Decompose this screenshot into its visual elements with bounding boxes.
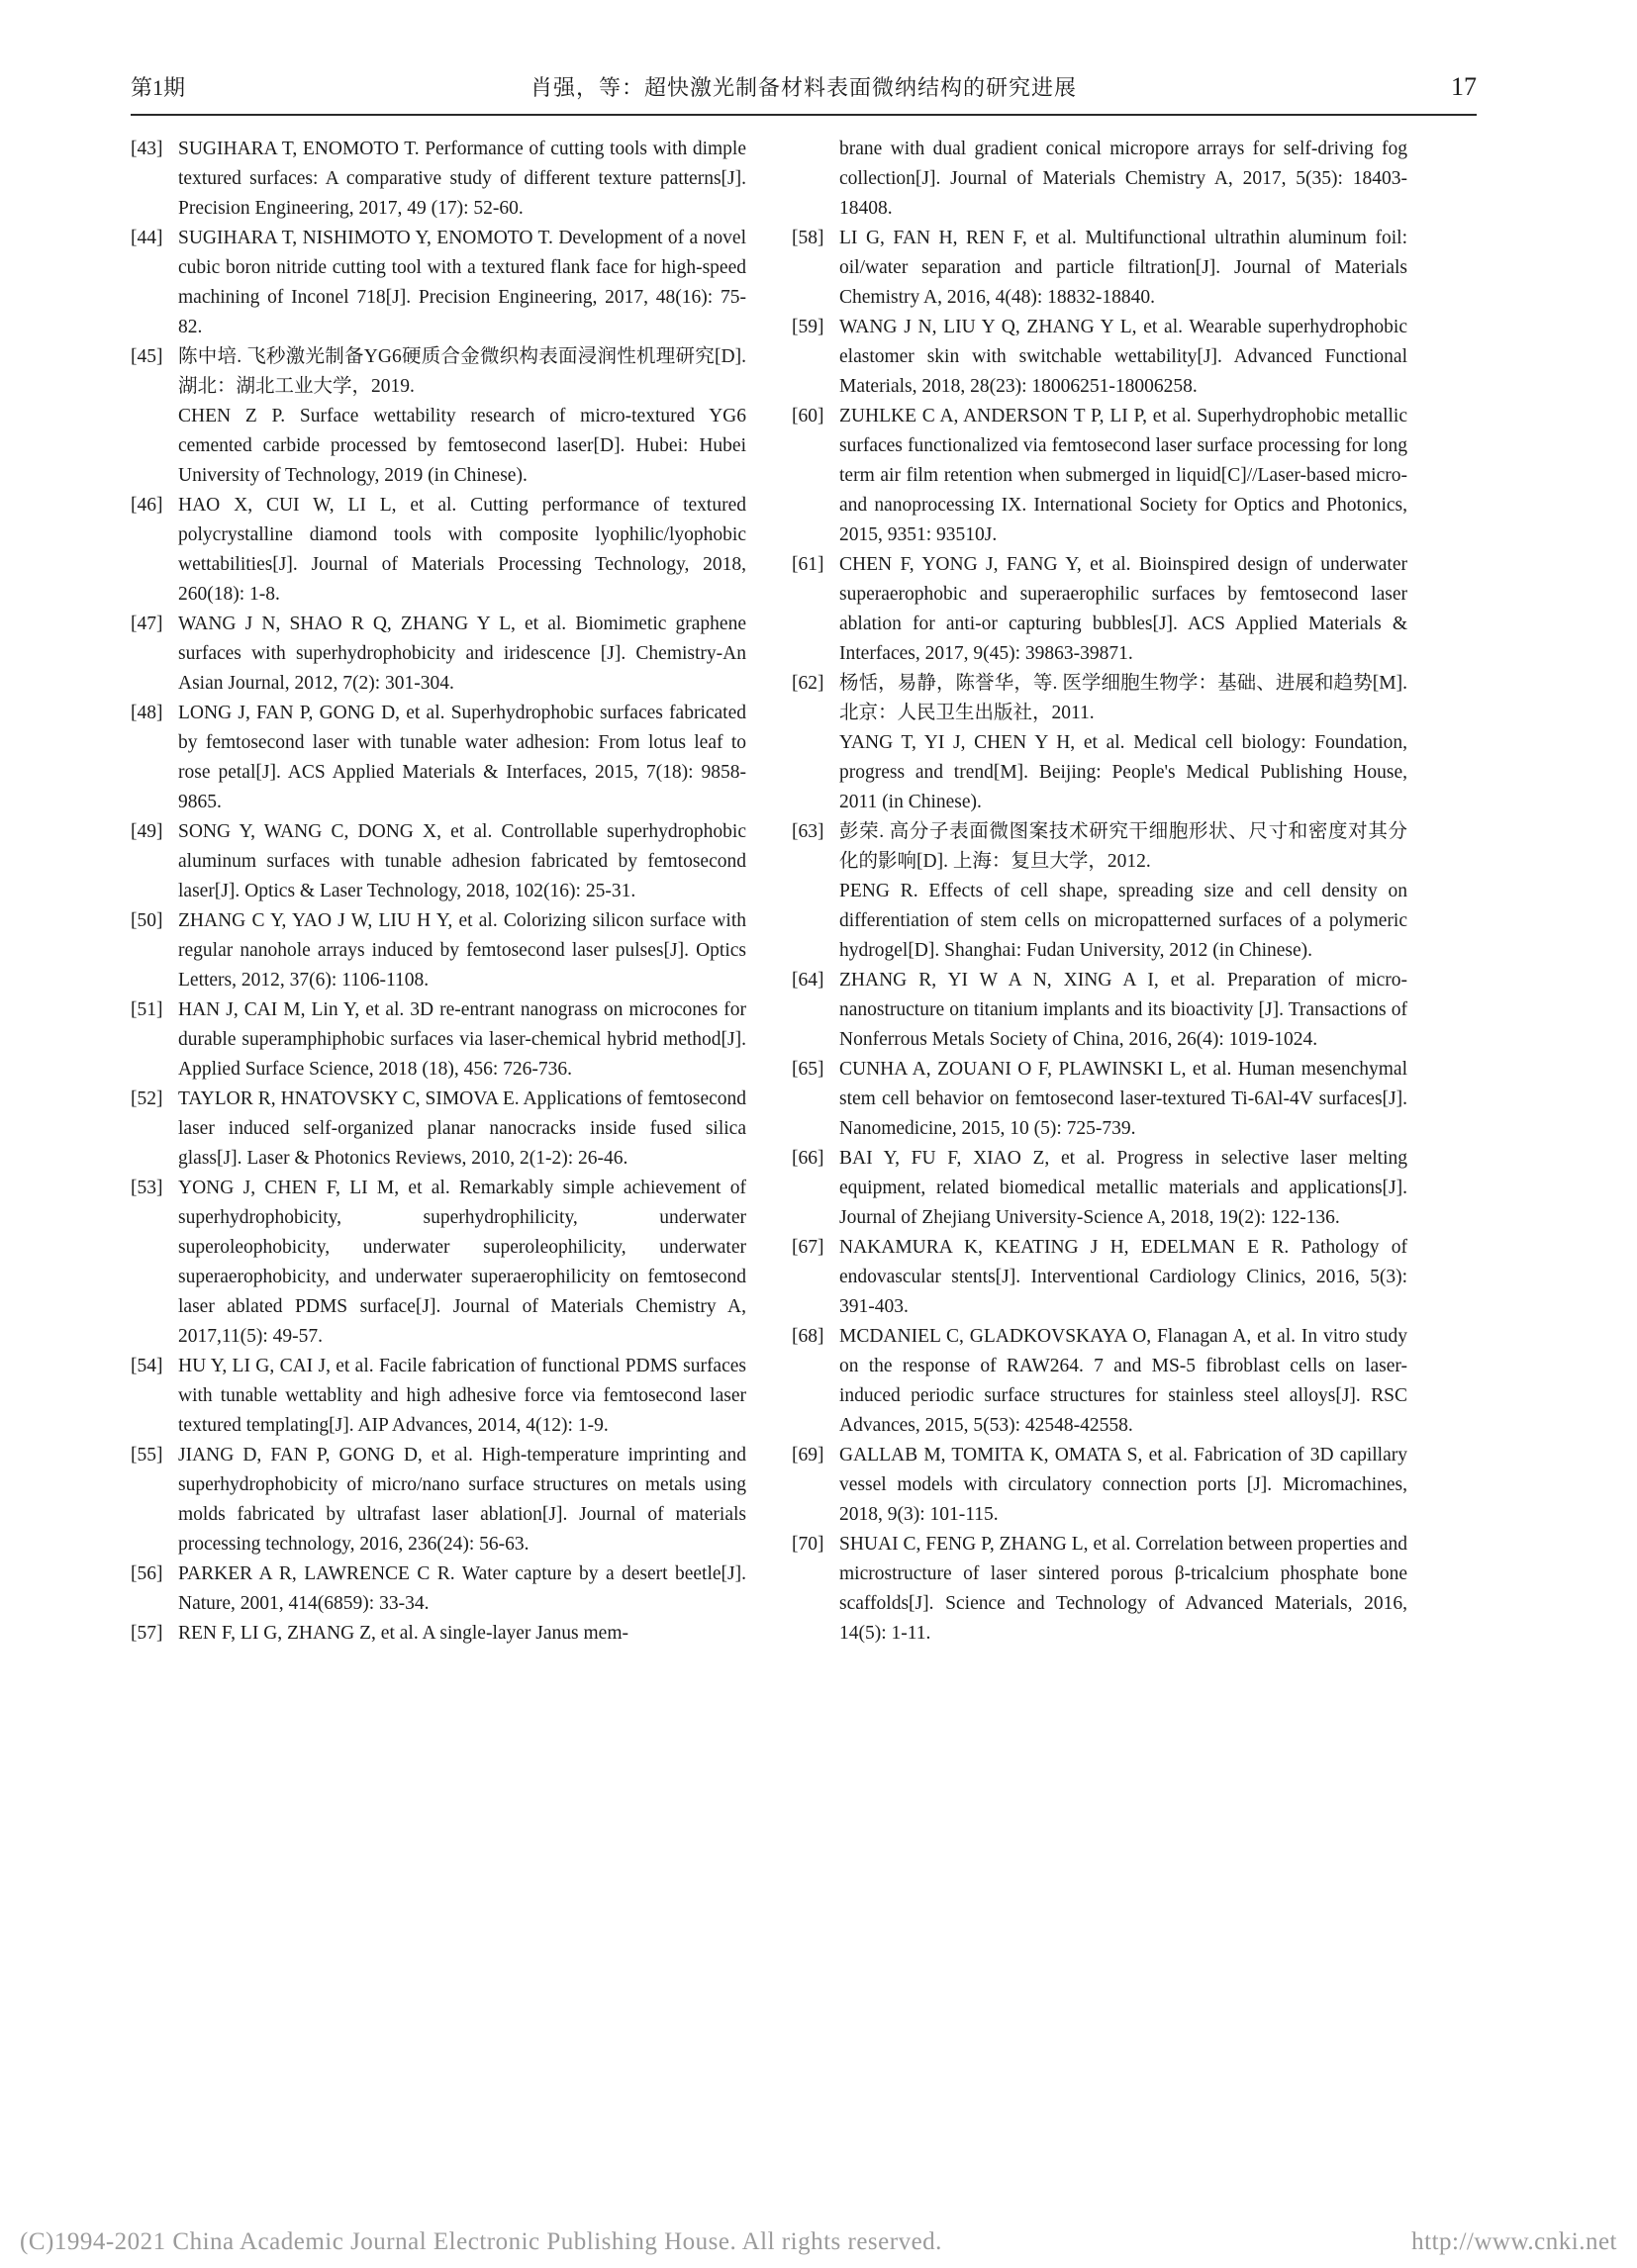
reference-number: [70] bbox=[792, 1534, 824, 1555]
reference-number: [49] bbox=[131, 821, 163, 842]
reference-text: REN F, LI G, ZHANG Z, et al. A single-layer Janus mem- bbox=[178, 1623, 628, 1644]
reference-text: LONG J, FAN P, GONG D, et al. Superhydrophobic surfaces fabricated by femtosecond laser with tunable water adhesion: From lotus leaf to rose petal[J]. ACS Applied Materials & Interfaces, 2015, 7(18): 9858-9865. bbox=[178, 703, 746, 812]
reference-number: [61] bbox=[792, 554, 824, 575]
reference-item bbox=[131, 1085, 746, 1174]
reference-item bbox=[131, 906, 746, 995]
reference-item bbox=[131, 1619, 746, 1649]
reference-item bbox=[792, 669, 1407, 817]
reference-number: [65] bbox=[792, 1059, 824, 1080]
reference-item bbox=[792, 1322, 1407, 1441]
reference-number: [67] bbox=[792, 1237, 824, 1258]
reference-number: [66] bbox=[792, 1148, 824, 1169]
reference-text: SUGIHARA T, ENOMOTO T. Performance of cutting tools with dimple textured surfaces: A comparative study of different texture patterns[J]. Precision Engineering, 2017, 49 (17): 52-60. bbox=[178, 139, 746, 219]
reference-number: [54] bbox=[131, 1356, 163, 1376]
reference-number: [56] bbox=[131, 1563, 163, 1584]
reference-item bbox=[131, 1441, 746, 1559]
reference-item bbox=[131, 1559, 746, 1619]
reference-item bbox=[792, 550, 1407, 669]
reference-text: SHUAI C, FENG P, ZHANG L, et al. Correlation between properties and microstructure of laser sintered porous β-tricalcium phosphate bone scaffolds[J]. Science and Technology of Advanced Materials, 2016, 14(5): 1-11. bbox=[839, 1534, 1407, 1644]
page-header bbox=[131, 71, 1477, 116]
reference-text: 杨恬，易静，陈誉华，等. 医学细胞生物学：基础、进展和趋势[M]. 北京：人民卫生出版社，2011. bbox=[839, 673, 1407, 723]
reference-text: 陈中培. 飞秒激光制备YG6硬质合金微织构表面浸润性机理研究[D]. 湖北：湖北工业大学，2019. bbox=[178, 346, 746, 397]
publisher-url: http://www.cnki.net bbox=[1411, 2228, 1617, 2255]
reference-number: [50] bbox=[131, 910, 163, 931]
reference-item bbox=[131, 135, 746, 224]
page-number: 17 bbox=[1451, 72, 1477, 101]
reference-text: ZHANG C Y, YAO J W, LIU H Y, et al. Colorizing silicon surface with regular nanohole arrays induced by femtosecond laser pulses[J]. Optics Letters, 2012, 37(6): 1106-1108. bbox=[178, 910, 746, 991]
reference-item bbox=[792, 135, 1407, 224]
reference-number: [53] bbox=[131, 1178, 163, 1198]
reference-number: [47] bbox=[131, 614, 163, 634]
reference-text: MCDANIEL C, GLADKOVSKAYA O, Flanagan A, et al. In vitro study on the response of RAW264. 7 and MS-5 fibroblast cells on laser-induced periodic surface structures for stainless steel alloys[J]. RSC Advances, 2015, 5(53): 42548-42558. bbox=[839, 1326, 1407, 1436]
reference-item bbox=[131, 817, 746, 906]
reference-number: [68] bbox=[792, 1326, 824, 1347]
reference-text: GALLAB M, TOMITA K, OMATA S, et al. Fabrication of 3D capillary vessel models with circulatory connection ports [J]. Micromachines, 2018, 9(3): 101-115. bbox=[839, 1445, 1407, 1525]
reference-item bbox=[792, 1144, 1407, 1233]
reference-text: NAKAMURA K, KEATING J H, EDELMAN E R. Pathology of endovascular stents[J]. Interventional Cardiology Clinics, 2016, 5(3): 391-403. bbox=[839, 1237, 1407, 1317]
reference-text: WANG J N, SHAO R Q, ZHANG Y L, et al. Biomimetic graphene surfaces with superhydrophobicity and iridescence [J]. Chemistry-An Asian Journal, 2012, 7(2): 301-304. bbox=[178, 614, 746, 694]
reference-text: CHEN Z P. Surface wettability research of micro-textured YG6 cemented carbide processed by femtosecond laser[D]. Hubei: Hubei University of Technology, 2019 (in Chinese). bbox=[178, 406, 746, 486]
reference-item bbox=[131, 1174, 746, 1352]
reference-text: YONG J, CHEN F, LI M, et al. Remarkably simple achievement of superhydrophobicity, superhydrophilicity, underwater superoleophobicity, underwater superoleophilicity, underwater superaerophobicity, and underwater superaerophilicity on femtosecond laser ablated PDMS surface[J]. Journal of Materials Chemistry A, 2017,11(5): 49-57. bbox=[178, 1178, 746, 1347]
reference-item bbox=[792, 1233, 1407, 1322]
reference-text: SONG Y, WANG C, DONG X, et al. Controllable superhydrophobic aluminum surfaces with tunable adhesion fabricated by femtosecond laser[J]. Optics & Laser Technology, 2018, 102(16): 25-31. bbox=[178, 821, 746, 901]
reference-text: ZUHLKE C A, ANDERSON T P, LI P, et al. Superhydrophobic metallic surfaces functionalized via femtosecond laser surface processing for long term air film retention when submerged in liquid[C]//Laser-based micro-and nanoprocessing IX. International Society for Optics and Photonics, 2015, 9351: 93510J. bbox=[839, 406, 1407, 545]
reference-item bbox=[131, 224, 746, 342]
reference-item bbox=[792, 966, 1407, 1055]
reference-number: [51] bbox=[131, 999, 163, 1020]
reference-text: SUGIHARA T, NISHIMOTO Y, ENOMOTO T. Development of a novel cubic boron nitride cutting tool with a textured flank face for high-speed machining of Inconel 718[J]. Precision Engineering, 2017, 48(16): 75-82. bbox=[178, 228, 746, 337]
reference-text: YANG T, YI J, CHEN Y H, et al. Medical cell biology: Foundation, progress and trend[M]. Beijing: People's Medical Publishing House, 2011 (in Chinese). bbox=[839, 732, 1407, 812]
reference-number: [52] bbox=[131, 1088, 163, 1109]
reference-number: [69] bbox=[792, 1445, 824, 1465]
reference-number: [44] bbox=[131, 228, 163, 248]
reference-text: PARKER A R, LAWRENCE C R. Water capture by a desert beetle[J]. Nature, 2001, 414(6859): 33-34. bbox=[178, 1563, 746, 1614]
reference-number: [60] bbox=[792, 406, 824, 426]
reference-item bbox=[792, 1441, 1407, 1530]
reference-number: [43] bbox=[131, 139, 163, 159]
reference-text: LI G, FAN H, REN F, et al. Multifunctional ultrathin aluminum foil: oil/water separation and particle filtration[J]. Journal of Materials Chemistry A, 2016, 4(48): 18832-18840. bbox=[839, 228, 1407, 308]
journal-issue: 第1期 bbox=[131, 75, 186, 100]
copyright-notice: (C)1994-2021 China Academic Journal Electronic Publishing House. All rights reserved. bbox=[20, 2228, 942, 2255]
reference-text: BAI Y, FU F, XIAO Z, et al. Progress in selective laser melting equipment, related biomedical metallic materials and applications[J]. Journal of Zhejiang University-Science A, 2018, 19(2): 122-136. bbox=[839, 1148, 1407, 1228]
reference-text: 彭荣. 高分子表面微图案技术研究干细胞形状、尺寸和密度对其分化的影响[D]. 上海：复旦大学，2012. bbox=[839, 821, 1407, 872]
reference-number: [57] bbox=[131, 1623, 163, 1644]
reference-text: JIANG D, FAN P, GONG D, et al. High-temperature imprinting and superhydrophobicity of micro/nano surface structures on metals using molds fabricated by ultrafast laser ablation[J]. Journal of materials processing technology, 2016, 236(24): 56-63. bbox=[178, 1445, 746, 1555]
reference-item bbox=[131, 342, 746, 491]
reference-item bbox=[792, 224, 1407, 313]
reference-number: [59] bbox=[792, 317, 824, 337]
reference-item bbox=[131, 995, 746, 1085]
reference-number: [46] bbox=[131, 495, 163, 516]
reference-number: [55] bbox=[131, 1445, 163, 1465]
reference-text: CHEN F, YONG J, FANG Y, et al. Bioinspired design of underwater superaerophobic and superaerophilic surfaces by femtosecond laser ablation for anti-or capturing bubbles[J]. ACS Applied Materials & Interfaces, 2017, 9(45): 39863-39871. bbox=[839, 554, 1407, 664]
reference-number: [64] bbox=[792, 970, 824, 991]
references-section bbox=[131, 135, 1407, 1649]
reference-item bbox=[131, 491, 746, 610]
reference-item bbox=[131, 1352, 746, 1441]
reference-number: [45] bbox=[131, 346, 163, 367]
reference-number: [58] bbox=[792, 228, 824, 248]
references-left-column bbox=[131, 135, 746, 1649]
reference-text: HU Y, LI G, CAI J, et al. Facile fabrication of functional PDMS surfaces with tunable wettablity and high adhesive force via femtosecond laser textured templating[J]. AIP Advances, 2014, 4(12): 1-9. bbox=[178, 1356, 746, 1436]
reference-text: ZHANG R, YI W A N, XING A I, et al. Preparation of micro-nanostructure on titanium implants and its bioactivity [J]. Transactions of Nonferrous Metals Society of China, 2016, 26(4): 1019-1024. bbox=[839, 970, 1407, 1050]
reference-text: HAO X, CUI W, LI L, et al. Cutting performance of textured polycrystalline diamond tools with composite lyophilic/lyophobic wettabilities[J]. Journal of Materials Processing Technology, 2018, 260(18): 1-8. bbox=[178, 495, 746, 605]
reference-text: WANG J N, LIU Y Q, ZHANG Y L, et al. Wearable superhydrophobic elastomer skin with switchable wettability[J]. Advanced Functional Materials, 2018, 28(23): 18006251-18006258. bbox=[839, 317, 1407, 397]
reference-number: [48] bbox=[131, 703, 163, 723]
reference-item bbox=[792, 313, 1407, 402]
running-title: 肖强，等：超快激光制备材料表面微纳结构的研究进展 bbox=[530, 75, 1077, 100]
reference-item bbox=[131, 699, 746, 817]
reference-item bbox=[792, 1055, 1407, 1144]
reference-text: brane with dual gradient conical micropore arrays for self-driving fog collection[J]. Journal of Materials Chemistry A, 2017, 5(35): 18403-18408. bbox=[839, 139, 1407, 219]
reference-number: [63] bbox=[792, 821, 824, 842]
references-right-column bbox=[792, 135, 1407, 1649]
reference-text: CUNHA A, ZOUANI O F, PLAWINSKI L, et al. Human mesenchymal stem cell behavior on femtosecond laser-textured Ti-6Al-4V surfaces[J]. Nanomedicine, 2015, 10 (5): 725-739. bbox=[839, 1059, 1407, 1139]
reference-text: HAN J, CAI M, Lin Y, et al. 3D re-entrant nanograss on microcones for durable superamphiphobic surfaces via laser-chemical hybrid method[J]. Applied Surface Science, 2018 (18), 456: 726-736. bbox=[178, 999, 746, 1080]
reference-item bbox=[792, 1530, 1407, 1649]
reference-item bbox=[131, 610, 746, 699]
reference-number: [62] bbox=[792, 673, 824, 694]
reference-item bbox=[792, 402, 1407, 550]
page-footer bbox=[0, 2228, 1637, 2256]
reference-text: PENG R. Effects of cell shape, spreading size and cell density on differentiation of stem cells on micropatterned surfaces of a polymeric hydrogel[D]. Shanghai: Fudan University, 2012 (in Chinese). bbox=[839, 881, 1407, 961]
reference-item bbox=[792, 817, 1407, 966]
reference-text: TAYLOR R, HNATOVSKY C, SIMOVA E. Applications of femtosecond laser induced self-organized planar nanocracks inside fused silica glass[J]. Laser & Photonics Reviews, 2010, 2(1-2): 26-46. bbox=[178, 1088, 746, 1169]
